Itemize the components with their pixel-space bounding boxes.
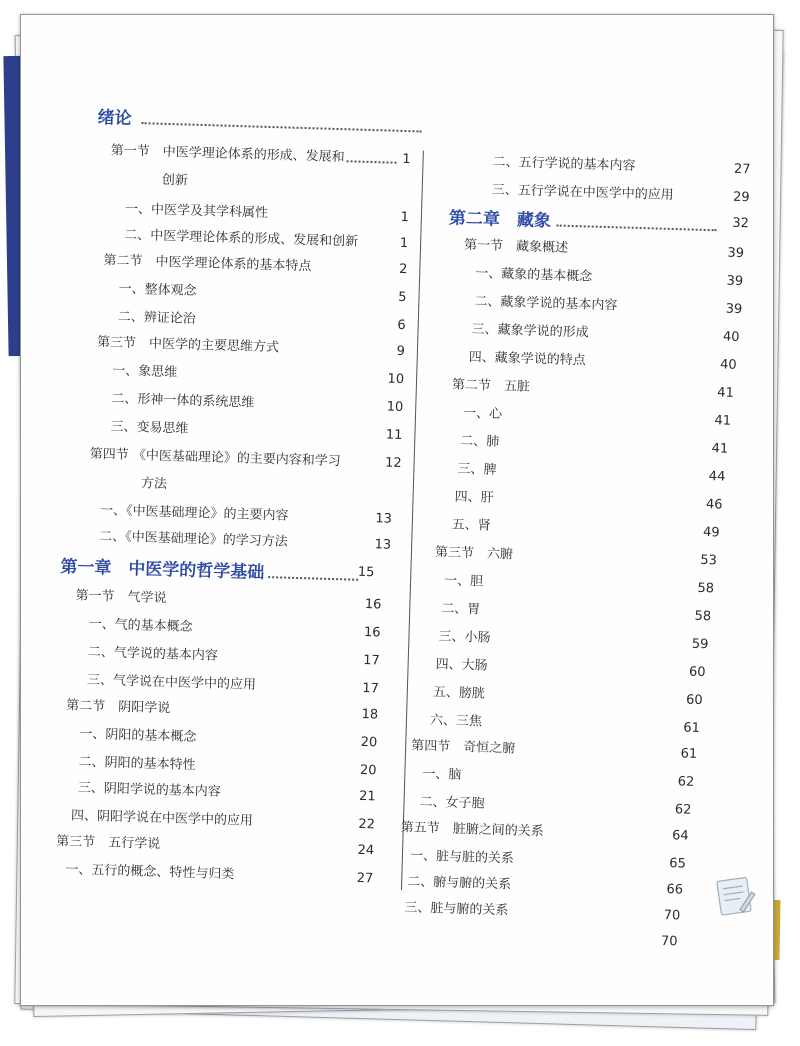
toc-section[interactable]: 第五节 脏腑之间的关系 xyxy=(400,820,544,840)
toc-page-number: 66 xyxy=(666,882,684,898)
toc-page-number: 62 xyxy=(677,774,695,790)
toc-item[interactable]: 二、《中医基础理论》的学习方法 xyxy=(99,529,288,550)
toc-page-number: 22 xyxy=(358,816,376,833)
toc-page-number: 39 xyxy=(726,273,744,290)
toc-item[interactable]: 三、藏象学说的形成 xyxy=(471,322,589,341)
toc-section[interactable]: 第一节 藏象概述 xyxy=(463,237,569,256)
toc-chapter-1[interactable]: 第一章 中医学的哲学基础 xyxy=(60,556,265,583)
toc-section[interactable]: 第三节 中医学的主要思维方式 xyxy=(96,334,280,356)
toc-item[interactable]: 二、女子胞 xyxy=(419,794,485,812)
toc-page-number: 70 xyxy=(663,908,681,924)
toc-page-number: 41 xyxy=(717,385,735,401)
toc-page-number: 41 xyxy=(711,441,729,457)
toc-page-number: 18 xyxy=(361,706,379,723)
note-icon xyxy=(713,873,758,918)
toc-page-number: 27 xyxy=(733,161,751,178)
toc-section-cont[interactable]: 创新 xyxy=(161,172,189,189)
toc-page-number: 1 xyxy=(402,151,411,168)
toc-page-number: 27 xyxy=(356,870,374,887)
toc-item[interactable]: 一、脑 xyxy=(422,766,462,783)
toc-item[interactable]: 一、气的基本概念 xyxy=(88,616,193,635)
toc-section[interactable]: 第四节 《中医基础理论》的主要内容和学习 xyxy=(89,446,341,470)
toc-section[interactable]: 第四节 奇恒之腑 xyxy=(410,738,516,757)
toc-item[interactable]: 二、腑与腑的关系 xyxy=(406,874,512,893)
toc-item[interactable]: 四、肝 xyxy=(454,489,494,506)
toc-item[interactable]: 一、心 xyxy=(462,405,503,422)
toc-page-number: 1 xyxy=(400,209,410,226)
toc-page-number: 41 xyxy=(714,413,732,429)
toc-item[interactable]: 二、胃 xyxy=(441,601,481,618)
toc-item[interactable]: 三、小肠 xyxy=(438,629,491,646)
toc-page-number: 13 xyxy=(374,537,392,553)
toc-page-number: 60 xyxy=(685,692,703,709)
toc-item[interactable]: 一、阴阳的基本概念 xyxy=(79,726,197,746)
toc-page-number: 44 xyxy=(708,469,726,485)
toc-page-number: 39 xyxy=(725,301,743,318)
toc-page-number: 62 xyxy=(674,802,692,818)
toc-item[interactable]: 三、脏与腑的关系 xyxy=(404,900,509,919)
toc-item[interactable]: 一、脏与脏的关系 xyxy=(409,848,515,867)
toc-page-number: 24 xyxy=(357,842,375,859)
toc-section[interactable]: 第一节 中医学理论体系的形成、发展和 xyxy=(110,143,345,166)
toc-item[interactable]: 三、五行学说在中医学中的应用 xyxy=(491,182,674,203)
toc-leader xyxy=(142,122,422,132)
toc-page-number: 20 xyxy=(360,734,378,751)
toc-item[interactable]: 二、五行学说的基本内容 xyxy=(492,154,636,174)
toc-page-number: 49 xyxy=(702,525,720,541)
toc-item[interactable]: 二、藏象学说的基本内容 xyxy=(474,294,618,314)
toc-page-number: 11 xyxy=(385,427,403,444)
toc-page-number: 29 xyxy=(732,189,750,206)
toc-page-number: 70 xyxy=(660,933,678,950)
toc-item[interactable]: 一、《中医基础理论》的主要内容 xyxy=(99,503,289,524)
toc-item[interactable]: 五、肾 xyxy=(451,517,492,534)
toc-page-number: 10 xyxy=(386,399,404,416)
toc-section[interactable]: 第二节 五脏 xyxy=(451,377,531,395)
toc-item[interactable]: 二、肺 xyxy=(460,433,500,450)
toc-page-number: 40 xyxy=(719,357,737,373)
toc-item[interactable]: 二、形神一体的系统思维 xyxy=(111,391,255,411)
toc-section[interactable]: 第一节 气学说 xyxy=(75,588,167,607)
toc-item[interactable]: 一、象思维 xyxy=(111,363,178,381)
toc-item[interactable]: 三、脾 xyxy=(457,461,497,478)
toc-page-number: 15 xyxy=(357,564,375,581)
toc-page-number: 32 xyxy=(732,215,750,232)
toc-item[interactable]: 四、藏象学说的特点 xyxy=(468,349,586,369)
toc-page-number: 16 xyxy=(363,624,381,641)
toc-item[interactable]: 五、膀胱 xyxy=(432,685,486,702)
toc-page-number: 17 xyxy=(362,680,380,697)
toc-page-number: 53 xyxy=(700,552,718,569)
toc-page-number: 60 xyxy=(688,664,706,681)
toc-page-number: 61 xyxy=(683,720,701,736)
toc-page-number: 21 xyxy=(358,788,376,805)
toc-page-number: 59 xyxy=(691,636,709,653)
toc-item[interactable]: 六、三焦 xyxy=(429,712,483,730)
toc-section[interactable]: 第三节 六腑 xyxy=(434,545,514,563)
toc-page-number: 61 xyxy=(680,746,698,762)
toc-page-number: 40 xyxy=(722,329,740,345)
toc-item[interactable]: 二、气学说的基本内容 xyxy=(87,644,219,664)
toc-item[interactable]: 一、五行的概念、特性与归类 xyxy=(65,862,235,883)
toc-page-number: 9 xyxy=(396,343,406,360)
toc-item[interactable]: 一、藏象的基本概念 xyxy=(475,266,593,285)
toc-item[interactable]: 四、阴阳学说在中医学中的应用 xyxy=(70,808,254,829)
toc-section[interactable]: 第二节 中医学理论体系的基本特点 xyxy=(103,253,312,275)
toc-item[interactable]: 四、大肠 xyxy=(435,657,488,674)
toc-page-number: 16 xyxy=(364,596,382,613)
toc-item[interactable]: 三、阴阳学说的基本内容 xyxy=(77,780,221,800)
toc-page-number: 17 xyxy=(362,652,380,669)
toc-page-number: 12 xyxy=(384,455,402,472)
toc-chapter-intro[interactable]: 绪论 xyxy=(97,107,132,129)
toc-page-number: 58 xyxy=(697,580,715,597)
toc-page-number: 64 xyxy=(671,828,689,844)
toc-leader xyxy=(557,225,717,232)
toc-item[interactable]: 二、中医学理论体系的形成、发展和创新 xyxy=(124,227,359,250)
toc-item[interactable]: 一、中医学及其学科属性 xyxy=(124,201,269,221)
toc-item[interactable]: 一、整体观念 xyxy=(118,281,197,299)
toc-item[interactable]: 二、辨证论治 xyxy=(117,309,197,327)
toc-section-cont[interactable]: 方法 xyxy=(140,476,168,493)
toc-item[interactable]: 二、阴阳的基本特性 xyxy=(78,754,196,774)
toc-page-number: 1 xyxy=(399,235,409,252)
toc-item[interactable]: 一、胆 xyxy=(443,573,484,590)
toc-section[interactable]: 第三节 五行学说 xyxy=(56,833,161,853)
toc-page-number: 65 xyxy=(669,856,687,872)
toc-page-number: 58 xyxy=(694,608,712,625)
toc-page-number: 13 xyxy=(375,511,393,527)
toc-page-number: 6 xyxy=(397,317,406,334)
toc-page-number: 39 xyxy=(727,245,745,262)
toc-item[interactable]: 三、变易思维 xyxy=(110,419,189,437)
toc-section[interactable]: 第二节 阴阳学说 xyxy=(66,698,171,717)
toc-page-number: 46 xyxy=(705,497,723,513)
toc-page-number: 20 xyxy=(359,762,377,779)
toc-page-number: 10 xyxy=(387,371,405,388)
toc-chapter-2[interactable]: 第二章 藏象 xyxy=(448,208,552,232)
toc-page-number: 2 xyxy=(398,261,408,278)
toc-item[interactable]: 三、气学说在中医学中的应用 xyxy=(86,672,257,693)
toc-page-number: 5 xyxy=(398,289,407,306)
